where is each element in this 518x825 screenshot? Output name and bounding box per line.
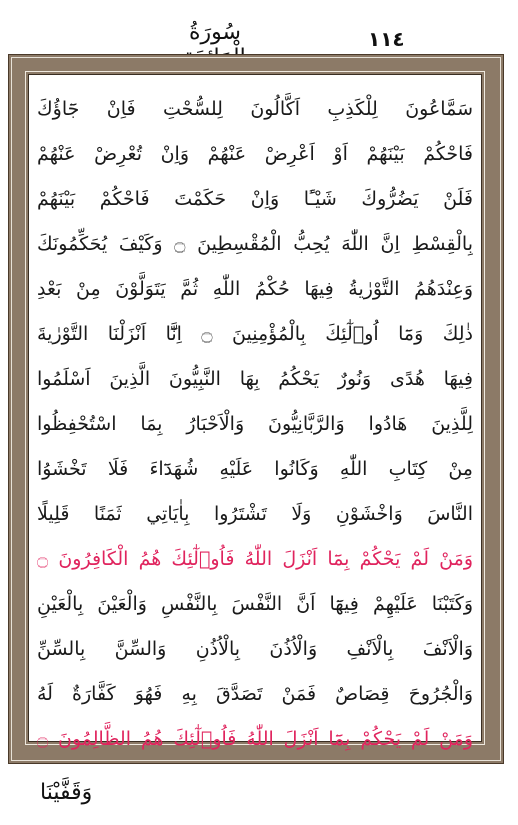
- verse-line: مِنْ كِتَابِ اللّٰهِ وَكَانُوا عَلَيْهِ شُهَدَٓاءَ فَلَا تَخْشَوُا: [37, 458, 473, 480]
- verse-line: فِيهَا هُدًى وَنُورٌ يَحْكُمُ بِهَا النَّبِيُّونَ الَّذِينَ اَسْلَمُوا: [37, 368, 473, 390]
- text-panel: [28, 74, 482, 750]
- verse-line: وَكَتَبْنَا عَلَيْهِمْ فِيهَٓا اَنَّ النَّفْسَ بِالنَّفْسِ وَالْعَيْنَ بِالْعَيْنِ: [37, 593, 473, 615]
- verse-line: وَالْجُرُوحَ قِصَاصٌ فَمَنْ تَصَدَّقَ بِهِ فَهُوَ كَفَّارَةٌ لَهُ: [37, 683, 473, 705]
- surah-title: سُورَةُ: [189, 20, 241, 45]
- page-frame: [8, 54, 504, 764]
- verse-line: النَّاسَ وَاخْشَوْنِ وَلَا تَشْتَرُوا بِاٰيَاتِي ثَمَنًا قَلِيلًا: [37, 503, 473, 525]
- verse-line-highlighted: وَمَنْ لَمْ يَحْكُمْ بِمَٓا اَنْزَلَ اللّٰهُ فَاُو۬لٰٓئِكَ هُمُ الْكَافِرُونَ ۝: [37, 548, 473, 570]
- verse-line: ذٰلِكَ وَمَٓا اُو۬لٰٓئِكَ بِالْمُؤْمِنِينَ ۝ اِنَّٓا اَنْزَلْنَا التَّوْرٰيةَ: [37, 323, 473, 345]
- verse-line: وَالْاَنْفَ بِالْاَنْفِ وَالْاُذُنَ بِالْاُذُنِ وَالسِّنَّ بِالسِّنِّ: [37, 638, 473, 660]
- verse-line: فَاحْكُمْ بَيْنَهُمْ اَوْ اَعْرِضْ عَنْهُمْ وَاِنْ تُعْرِضْ عَنْهُمْ: [37, 143, 473, 165]
- verse-line-highlighted: وَمَنْ لَمْ يَحْكُمْ بِمَٓا اَنْزَلَ اللّٰهُ فَاُو۬لٰٓئِكَ هُمُ الظَّالِمُونَ ۝: [37, 728, 473, 750]
- catchword: وَقَفَّيْنَا: [40, 780, 93, 805]
- verse-line: بِالْقِسْطِ اِنَّ اللّٰهَ يُحِبُّ الْمُقْسِطِينَ ۝ وَكَيْفَ يُحَكِّمُونَكَ: [37, 233, 473, 255]
- page-number: ١١٤: [368, 27, 405, 51]
- verse-lines: [37, 87, 473, 750]
- verse-line: وَعِنْدَهُمُ التَّوْرٰيةُ فِيهَا حُكْمُ اللّٰهِ ثُمَّ يَتَوَلَّوْنَ مِنْ بَعْدِ: [37, 278, 473, 300]
- verse-line: سَمَّاعُونَ لِلْكَذِبِ اَكَّالُونَ لِلسُّحْتِ فَاِنْ جَٓاؤُكَ: [37, 98, 473, 120]
- page-header: [0, 0, 518, 52]
- verse-line: فَلَنْ يَضُرُّوكَ شَيْـًٔا وَاِنْ حَكَمْتَ فَاحْكُمْ بَيْنَهُمْ: [37, 188, 473, 210]
- verse-line: لِلَّذِينَ هَادُوا وَالرَّبَّانِيُّونَ وَالْاَحْبَارُ بِمَا اسْتُحْفِظُوا: [37, 413, 473, 435]
